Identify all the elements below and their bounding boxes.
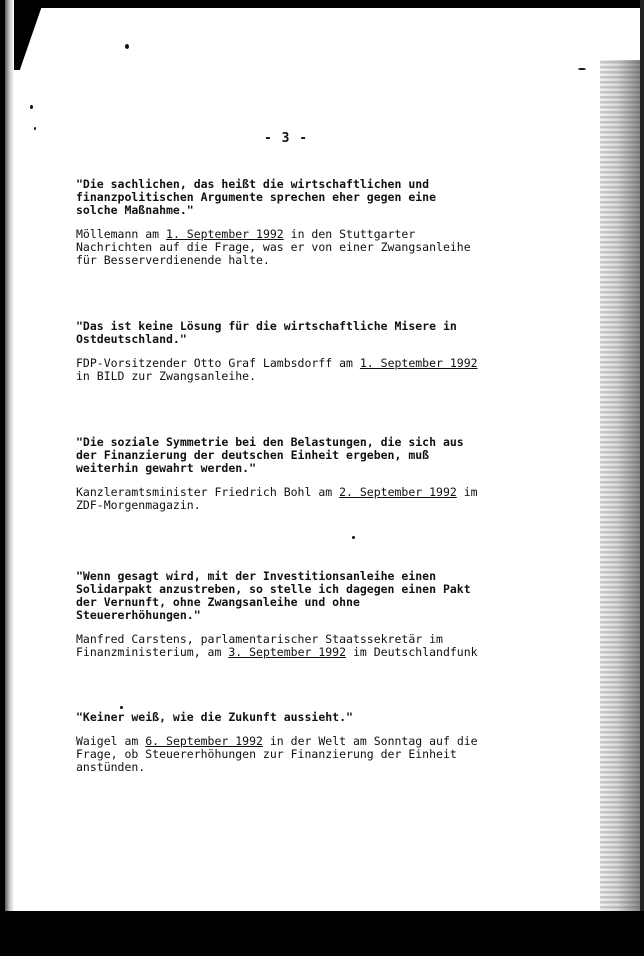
source-text: im ZDF-Morgenmagazin. <box>76 485 478 512</box>
source-date: 2. September 1992 <box>339 485 457 499</box>
scan-speck <box>34 127 36 130</box>
quote-source <box>76 633 516 659</box>
quote-text: "Das ist keine Lösung für die wirtschaftliche Misere in Ostdeutschland." <box>76 319 457 346</box>
quote-entry <box>76 178 516 267</box>
source-date: 1. September 1992 <box>359 356 478 370</box>
scan-speck <box>120 706 123 709</box>
source-text: in der Welt am Sonntag auf die Frage, ob Steuererhöhungen zur Finanzierung der Einheit anstünden. <box>76 734 478 774</box>
source-text: Waigel am <box>76 734 146 748</box>
scan-border-right <box>600 60 644 920</box>
scan-border-bottom <box>0 911 644 956</box>
source-text: Manfred Carstens, parlamentarischer Staatssekretär im Finanzministerium, am <box>76 632 443 659</box>
source-date: 3. September 1992 <box>228 645 347 659</box>
page-number: - 3 - <box>264 131 309 146</box>
quote-text: "Die sachlichen, das heißt die wirtschaftlichen und finanzpolitischen Argumente sprechen eher gegen eine solche Maßnahme." <box>76 177 437 217</box>
source-text: in den Stuttgarter Nachrichten auf die Frage, was er von einer Zwangsanleihe für Besserverdienende halte. <box>76 227 471 267</box>
quote-source <box>76 228 516 267</box>
quote-source <box>76 735 516 774</box>
quote-source <box>76 357 516 383</box>
scan-border-left <box>0 0 14 956</box>
source-text: im Deutschlandfunk <box>346 645 478 659</box>
quote-entry <box>76 320 516 383</box>
quote-entry <box>76 711 516 774</box>
scan-edge-right <box>640 0 644 956</box>
scan-speck <box>352 536 355 539</box>
quote-text: "Keiner weiß, wie die Zukunft aussieht." <box>76 710 353 724</box>
quote-source <box>76 486 516 512</box>
quote-entry <box>76 436 516 512</box>
source-text: Möllemann am <box>76 227 167 241</box>
quote-entry <box>76 570 516 659</box>
source-text: FDP-Vorsitzender Otto Graf Lambsdorff am <box>76 356 360 370</box>
quote-text: "Die soziale Symmetrie bei den Belastungen, die sich aus der Finanzierung der deutschen Einheit ergeben, muß weiterhin gewahrt werden." <box>76 435 464 475</box>
scan-speck <box>125 44 129 49</box>
scan-border-top <box>0 0 644 80</box>
source-date: 6. September 1992 <box>145 734 263 748</box>
source-text: Kanzleramtsminister Friedrich Bohl am <box>76 485 340 499</box>
source-date: 1. September 1992 <box>166 227 284 241</box>
source-text: in BILD zur Zwangsanleihe. <box>76 369 257 383</box>
quote-text: "Wenn gesagt wird, mit der Investitionsanleihe einen Solidarpakt anzustreben, so stelle ich dagegen einen Pakt der Vernunft, ohne Zwangsanleihe und ohne Steuererhöhungen." <box>76 569 471 622</box>
scan-speck <box>578 68 586 70</box>
scan-speck <box>30 105 33 109</box>
